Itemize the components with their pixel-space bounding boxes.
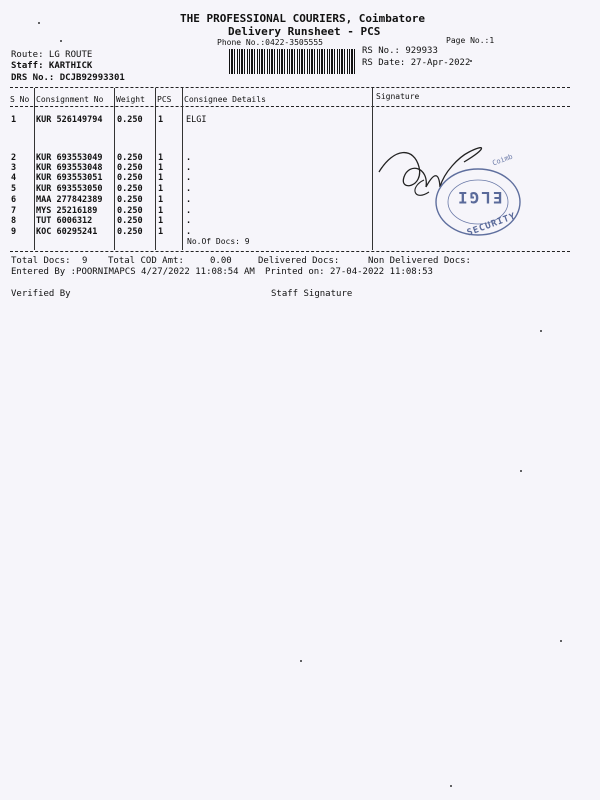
rs-number: RS No.: 929933 [362, 46, 438, 56]
row-weight: 0.250 [117, 227, 143, 237]
row-weight: 0.250 [117, 184, 143, 194]
phone-number: Phone No.:0422-3505555 [217, 38, 323, 47]
cod-value: 0.00 [210, 256, 232, 266]
table-header-rule [10, 106, 570, 107]
row-sno: 6 [11, 195, 17, 205]
col-header-consignment: Consignment No [36, 95, 104, 104]
row-weight: 0.250 [117, 153, 143, 163]
row-consignee: . [186, 163, 192, 173]
scan-speck [450, 785, 452, 787]
total-docs-value: 9 [82, 256, 88, 266]
table-bottom-rule [10, 251, 570, 252]
col-header-consignee: Consignee Details [184, 95, 266, 104]
row-consignee: . [186, 206, 192, 216]
printed-on: Printed on: 27-04-2022 11:08:53 [265, 267, 433, 277]
rs-date: RS Date: 27-Apr-2022 [362, 58, 471, 68]
row-pcs: 1 [158, 184, 164, 194]
row-weight: 0.250 [117, 216, 143, 226]
row-consignment: KUR 526149794 [36, 115, 103, 125]
row-pcs: 1 [158, 195, 164, 205]
row-pcs: 1 [158, 163, 164, 173]
route: Route: LG ROUTE [11, 50, 93, 60]
table-top-rule [10, 87, 570, 88]
scan-speck [560, 640, 562, 642]
col-header-weight: Weight [116, 95, 145, 104]
row-sno: 3 [11, 163, 17, 173]
row-sno: 9 [11, 227, 17, 237]
row-pcs: 1 [158, 216, 164, 226]
row-consignment: TUT 6006312 [36, 216, 93, 226]
signature-stamp [374, 132, 534, 247]
non-delivered-docs-label: Non Delivered Docs: [368, 256, 471, 266]
row-weight: 0.250 [117, 115, 143, 125]
row-consignment: KUR 693553048 [36, 163, 103, 173]
row-consignee: . [186, 195, 192, 205]
row-consignee: ELGI [186, 115, 207, 125]
row-consignment: MAA 277842389 [36, 195, 103, 205]
staff-name: Staff: KARTHICK [11, 61, 93, 71]
row-consignee: . [186, 184, 192, 194]
col-header-pcs: PCS [157, 95, 172, 104]
scan-speck [60, 40, 62, 42]
row-weight: 0.250 [117, 173, 143, 183]
row-consignee: . [186, 153, 192, 163]
scan-speck [540, 330, 542, 332]
page-number: Page No.:1 [446, 36, 495, 45]
cod-label: Total COD Amt: [108, 256, 184, 266]
table-row [0, 115, 600, 125]
row-consignee: . [186, 227, 192, 237]
scan-speck [300, 660, 302, 662]
staff-signature-label: Staff Signature [271, 289, 353, 299]
row-consignment: KOC 60295241 [36, 227, 98, 237]
stamp-city: Coimb [491, 152, 514, 168]
col-header-sno: S No [10, 95, 30, 104]
row-consignment: KUR 693553049 [36, 153, 103, 163]
total-docs-label: Total Docs: [11, 256, 71, 266]
row-pcs: 1 [158, 173, 164, 183]
row-consignee: . [186, 216, 192, 226]
stamp-ring-text: SECURITY [465, 211, 518, 239]
row-sno: 2 [11, 153, 17, 163]
scan-speck [38, 22, 40, 24]
row-sno: 8 [11, 216, 17, 226]
no-of-docs: No.Of Docs: 9 [187, 237, 250, 246]
drs-number: DRS No.: DCJB92993301 [11, 73, 125, 83]
row-pcs: 1 [158, 115, 164, 125]
row-pcs: 1 [158, 206, 164, 216]
col-header-signature: Signature [376, 92, 420, 101]
row-pcs: 1 [158, 153, 164, 163]
row-consignment: MYS 25216189 [36, 206, 98, 216]
barcode [229, 49, 355, 74]
row-weight: 0.250 [117, 195, 143, 205]
row-sno: 1 [11, 115, 17, 125]
row-weight: 0.250 [117, 163, 143, 173]
row-sno: 7 [11, 206, 17, 216]
document-title: Delivery Runsheet - PCS [228, 25, 381, 38]
delivered-docs-label: Delivered Docs: [258, 256, 340, 266]
scan-speck [470, 60, 472, 62]
company-name: THE PROFESSIONAL COURIERS, Coimbatore [180, 12, 426, 25]
entered-by: Entered By :POORNIMAPCS 4/27/2022 11:08:54 AM [11, 267, 255, 277]
row-consignee: . [186, 173, 192, 183]
verified-by: Verified By [11, 289, 71, 299]
row-consignment: KUR 693553051 [36, 173, 103, 183]
row-consignment: KUR 693553050 [36, 184, 103, 194]
row-sno: 4 [11, 173, 17, 183]
scan-speck [520, 470, 522, 472]
row-pcs: 1 [158, 227, 164, 237]
stamp-brand: ELGI [456, 188, 503, 207]
row-sno: 5 [11, 184, 17, 194]
row-weight: 0.250 [117, 206, 143, 216]
